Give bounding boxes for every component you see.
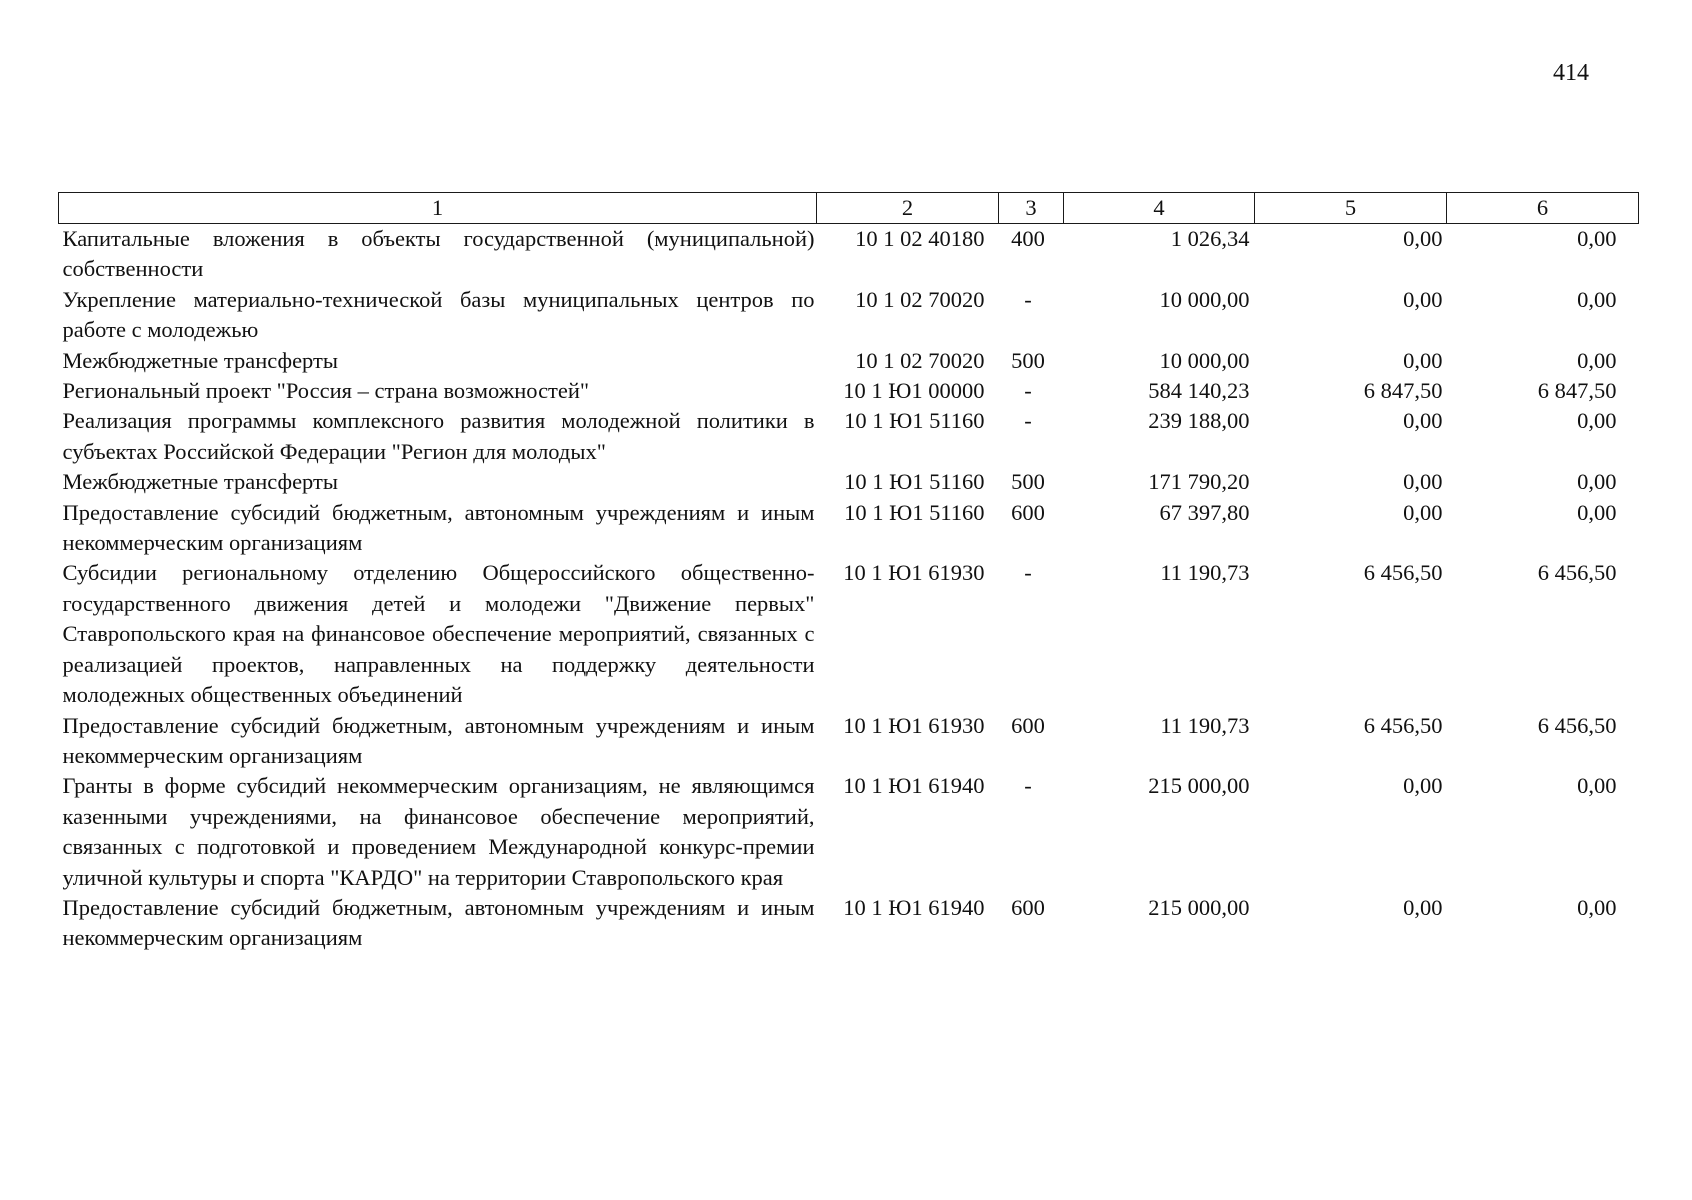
table-body [59, 224, 1639, 954]
row-amount-cell: 239 188,00 [1148, 408, 1250, 434]
row-code-cell: 10 1 Ю1 00000 [843, 378, 985, 404]
row-amount-cell: 6 456,50 [1363, 712, 1443, 738]
row-kind-cell: 400 [1011, 226, 1045, 251]
row-amount-cell: 0,00 [1403, 226, 1443, 251]
row-code-cell: 10 1 02 40180 [855, 226, 985, 251]
table-row [59, 224, 1639, 285]
row-amount-cell: 0,00 [1577, 408, 1617, 434]
column-header: 1 [59, 193, 817, 224]
table-row [59, 711, 1639, 772]
row-kind-cell: - [1024, 773, 1032, 799]
table-row [59, 893, 1639, 954]
row-amount-cell: 67 397,80 [1159, 499, 1250, 525]
column-header: 3 [999, 193, 1064, 224]
row-name-cell: Межбюджетные трансферты [62, 469, 338, 495]
row-amount-cell: 1 026,34 [1170, 226, 1250, 251]
table-row [59, 467, 1639, 497]
row-amount-cell: 215 000,00 [1148, 894, 1250, 920]
row-name-cell: Межбюджетные трансферты [62, 347, 338, 373]
table-row [59, 771, 1639, 893]
table-row [59, 346, 1639, 376]
row-name-cell: Капитальные вложения в объекты государственной (муниципальной) собственности [62, 226, 815, 282]
header-row [59, 193, 1639, 224]
row-kind-cell: 500 [1011, 469, 1045, 495]
row-code-cell: 10 1 02 70020 [855, 347, 985, 373]
row-amount-cell: 584 140,23 [1148, 378, 1250, 404]
row-amount-cell: 10 000,00 [1159, 286, 1250, 312]
row-kind-cell: 600 [1011, 499, 1045, 525]
row-name-cell: Предоставление субсидий бюджетным, автономным учреждениям и иным некоммерческим организациям [62, 712, 815, 768]
column-header: 5 [1255, 193, 1447, 224]
row-name-cell: Региональный проект "Россия – страна возможностей" [62, 378, 590, 404]
table-row [59, 376, 1639, 406]
row-amount-cell: 6 456,50 [1537, 712, 1617, 738]
row-code-cell: 10 1 02 70020 [855, 286, 985, 312]
row-kind-cell: - [1024, 560, 1032, 586]
row-amount-cell: 0,00 [1403, 499, 1443, 525]
row-amount-cell: 6 456,50 [1537, 560, 1617, 586]
row-code-cell: 10 1 Ю1 61940 [843, 773, 985, 799]
row-amount-cell: 0,00 [1403, 894, 1443, 920]
row-amount-cell: 0,00 [1577, 286, 1617, 312]
row-amount-cell: 0,00 [1577, 773, 1617, 799]
row-kind-cell: 500 [1011, 347, 1045, 373]
row-code-cell: 10 1 Ю1 61940 [843, 894, 985, 920]
row-code-cell: 10 1 Ю1 51160 [844, 408, 985, 434]
row-code-cell: 10 1 Ю1 61930 [843, 560, 985, 586]
row-amount-cell: 215 000,00 [1148, 773, 1250, 799]
row-amount-cell: 0,00 [1577, 226, 1617, 251]
row-amount-cell: 10 000,00 [1159, 347, 1250, 373]
row-amount-cell: 6 847,50 [1363, 378, 1443, 404]
row-amount-cell: 0,00 [1403, 408, 1443, 434]
column-header: 2 [817, 193, 999, 224]
page-number: 414 [1553, 60, 1589, 86]
row-amount-cell: 6 456,50 [1363, 560, 1443, 586]
table-row [59, 498, 1639, 559]
row-code-cell: 10 1 Ю1 61930 [843, 712, 985, 738]
row-kind-cell: - [1024, 408, 1032, 434]
row-amount-cell: 0,00 [1403, 347, 1443, 373]
row-amount-cell: 11 190,73 [1160, 712, 1250, 738]
row-name-cell: Предоставление субсидий бюджетным, автономным учреждениям и иным некоммерческим организациям [62, 499, 815, 556]
row-name-cell: Субсидии региональному отделению Общероссийского общественно-государственного движения детей и молодежи "Движение первых" Ставропольского края на финансовое обеспечение мероприятий, связанных с реализацией проектов, направленных на поддержку деятельности молодежных общественных объединений [62, 560, 815, 708]
row-amount-cell: 0,00 [1403, 773, 1443, 799]
row-kind-cell: 600 [1011, 894, 1045, 920]
row-code-cell: 10 1 Ю1 51160 [844, 469, 985, 495]
row-amount-cell: 11 190,73 [1160, 560, 1250, 586]
row-amount-cell: 171 790,20 [1148, 469, 1250, 495]
row-amount-cell: 0,00 [1403, 286, 1443, 312]
row-kind-cell: - [1024, 378, 1032, 404]
row-amount-cell: 6 847,50 [1537, 378, 1617, 404]
row-kind-cell: 600 [1011, 712, 1045, 738]
column-header: 4 [1064, 193, 1255, 224]
row-name-cell: Гранты в форме субсидий некоммерческим организациям, не являющимся казенными учреждениями, на финансовое обеспечение мероприятий, связанных с подготовкой и проведением Международной конкурс-премии уличной культуры и спорта "КАРДО" на территории Ставропольского края [62, 773, 815, 890]
row-name-cell: Реализация программы комплексного развития молодежной политики в субъектах Российской Федерации "Регион для молодых" [62, 408, 815, 464]
row-amount-cell: 0,00 [1577, 894, 1617, 920]
row-code-cell: 10 1 Ю1 51160 [844, 499, 985, 525]
row-name-cell: Укрепление материально-технической базы муниципальных центров по работе с молодежью [62, 286, 815, 343]
table-row [59, 558, 1639, 710]
row-amount-cell: 0,00 [1403, 469, 1443, 495]
table-row [59, 285, 1639, 346]
table-row [59, 406, 1639, 467]
row-kind-cell: - [1024, 286, 1032, 312]
row-amount-cell: 0,00 [1577, 347, 1617, 373]
row-name-cell: Предоставление субсидий бюджетным, автономным учреждениям и иным некоммерческим организациям [62, 894, 815, 951]
row-amount-cell: 0,00 [1577, 469, 1617, 495]
budget-table [58, 192, 1639, 954]
row-amount-cell: 0,00 [1577, 499, 1617, 525]
column-header: 6 [1447, 193, 1639, 224]
